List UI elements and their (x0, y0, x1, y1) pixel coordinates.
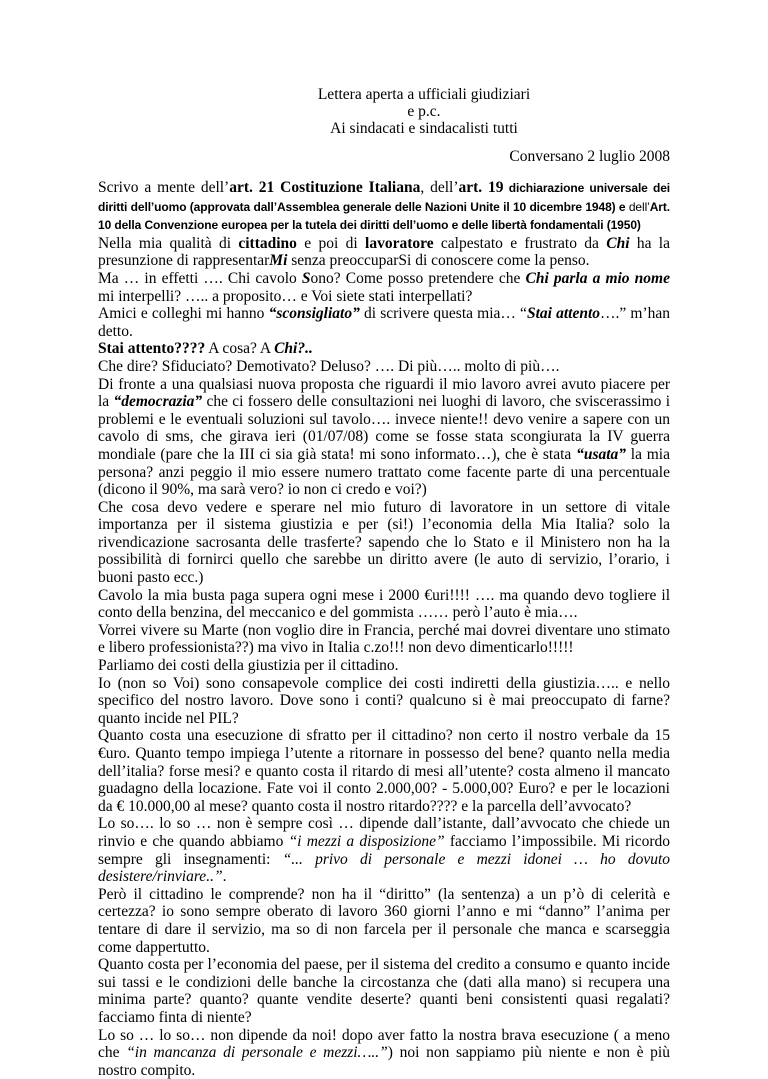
intro-declaration: dichiarazione universale dei diritti dell’uomo (approvata dall’Assemblea generale delle Nazioni Unite il 10 dicembre 1948) e (98, 181, 670, 214)
text: la mia persona? anzi peggio il mio essere numero trattato come facente parte di una percentuale (dicono il 90%, ma sarà vero? io non ci credo e voi?) (98, 446, 670, 498)
paragraph-2 (98, 270, 670, 305)
letter-body (98, 179, 670, 1079)
paragraph-4 (98, 340, 670, 358)
intro-text: Scrivo a mente dell’ (98, 179, 229, 196)
text-bold-italic: Chi parla a mio nome (525, 270, 670, 287)
text-bold-italic: “sconsigliato” (269, 305, 360, 322)
paragraph-15: Quanto costa per l’economia del paese, per il sistema del credito a consumo e quanto incide sui tassi e le condizioni delle banche la circostanza che (dati alla mano) si recupera una minima parte? quanto? quante vendite deserte? quanti beni consistenti quasi regalati? facciamo finta di niente? (98, 956, 670, 1026)
intro-text: dell’ (629, 200, 650, 214)
text-bold-italic: S (302, 270, 311, 287)
paragraph-8: Cavolo la mia busta paga supera ogni mese i 2000 €uri!!!! …. ma quando devo togliere il conto della benzina, del meccanico e del gommista …… però l’auto è mia…. (98, 587, 670, 622)
text-bold-italic: Stai attento (527, 305, 600, 322)
text-bold: Stai attento???? (98, 340, 205, 357)
paragraph-14: Però il cittadino le comprende? non ha il “diritto” (la sentenza) a un p’ò di celerità e certezza? io sono sempre oberato di lavoro 360 giorni l’anno e mi “danno” l’anima per tentare di dare il servizio, ma so di non farcela per il personale che manca e scarseggia come dappertutto. (98, 886, 670, 956)
text-italic: “... privo di personale e mezzi idonei … ho dovuto desistere/rinviare..” (98, 851, 670, 886)
intro-article-21: art. 21 Costituzione Italiana (229, 179, 420, 196)
text-bold-italic: “democrazia” (114, 393, 203, 410)
text-bold-italic: Chi?.. (274, 340, 313, 357)
text: Lo so…. lo so … non è sempre così … dipende dall’istante, dall’avvocato che chiede un rinvio e che quando abbiamo (98, 815, 670, 850)
text: calpestato e frustrato da (434, 235, 607, 252)
text-bold-italic: “usata” (576, 446, 626, 463)
text: Nella mia qualità di (98, 235, 238, 252)
paragraph-3 (98, 305, 670, 340)
paragraph-7: Che cosa devo vedere e sperare nel mio futuro di lavoratore in un settore di vitale importanza per il sistema giustizia e per (si!) l’economia della Mia Italia? solo la rivendicazione sacrosanta delle trasferte? sapendo che lo Stato e il Ministero non ha la possibilità di fornirci quello che sarebbe un diritto avere (le auto di servizio, l’orario, i buoni pasto ecc.) (98, 499, 670, 587)
heading-line-3: Ai sindacati e sindacalisti tutti (0, 120, 768, 137)
intro-article-19: art. 19 (459, 179, 504, 196)
paragraph-16 (98, 1027, 670, 1079)
text: Ma … in effetti …. Chi cavolo (98, 270, 302, 287)
text: ) noi non sappiamo più niente e non è più nostro compito. (98, 1044, 670, 1079)
paragraph-13 (98, 815, 670, 885)
text: di scrivere questa mia… “ (360, 305, 527, 322)
text: Lo so … lo so… non dipende da noi! dopo aver fatto la nostra brava esecuzione ( a meno che (98, 1027, 670, 1062)
text: ….” m’han detto. (98, 305, 670, 340)
text-italic: “in mancanza di personale e mezzi…..” (126, 1044, 388, 1061)
text: ha la presunzione di rappresentar (98, 235, 670, 270)
text-bold: cittadino (238, 235, 297, 252)
paragraph-5: Che dire? Sfiduciato? Demotivato? Deluso? …. Di più….. molto di più…. (98, 358, 670, 376)
letter-heading (0, 86, 768, 137)
text-bold: lavoratore (365, 235, 434, 252)
text: senza preoccuparSi di conoscere come la penso. (287, 252, 589, 269)
paragraph-11: Io (non so Voi) sono consapevole complice dei costi indiretti della giustizia….. e nello specifico del nostro lavoro. Dove sono i conti? qualcuno si è mai preoccupato di farne? quanto incide nel PIL? (98, 675, 670, 728)
text: Amici e colleghi mi hanno (98, 305, 269, 322)
text: Di fronte a una qualsiasi nuova proposta che riguardi il mio lavoro avrei avuto piacere per la (98, 376, 670, 411)
text: ono? Come posso pretendere che (311, 270, 526, 287)
paragraph-1 (98, 235, 670, 270)
text: facciamo l’impossibile. Mi ricordo sempre gli insegnamenti: (98, 833, 670, 868)
text: e poi di (297, 235, 365, 252)
text-bold-italic: Chi (606, 235, 629, 252)
heading-line-2: e p.c. (0, 103, 768, 120)
text: A cosa? A (205, 340, 274, 357)
intro-convention: Art. 10 della Convenzione europea per la tutela dei diritti dell’uomo e delle libertà fondamentali (1950) (98, 200, 670, 233)
paragraph-10: Parliamo dei costi della giustizia per il cittadino. (98, 657, 670, 675)
paragraph-9: Vorrei vivere su Marte (non voglio dire in Francia, perché mai dovrei diventare uno stimato e libero professionista??) ma vivo in Italia c.zo!!! non devo dimenticarlo!!!!! (98, 622, 670, 657)
text: . (223, 868, 227, 885)
text: mi interpelli? ….. a proposito… e Voi siete stati interpellati? (98, 288, 472, 305)
paragraph-12: Quanto costa una esecuzione di sfratto per il cittadino? non certo il nostro verbale da 15 €uro. Quanto tempo impiega l’utente a ritornare in possesso del bene? quanto nella media dell’italia? forse mesi? e quanto costa il ritardo di mesi all’utente? costa almeno il mancato guadagno della locazione. Fate voi il conto 2.000,00? - 5.000,00? Euro? e per le locazioni da € 10.000,00 al mese? quanto costa il nostro ritardo???? e la parcella dell’avvocato? (98, 727, 670, 815)
intro-paragraph (98, 179, 670, 235)
text: che ci fossero delle consultazioni nei luoghi di lavoro, che sviscerassimo i problemi e le eventuali soluzioni sul tavolo…. invece niente!! devo venire a sapere con un cavolo di sms, che girava ieri (01/07/08) come se fosse stata scongiurata la IV guerra mondiale (pare che la III ci sia già stata! mi sono informato…), che è stata (98, 393, 670, 463)
letter-date: Conversano 2 luglio 2008 (509, 148, 670, 165)
intro-text: , dell’ (420, 179, 458, 196)
heading-line-1: Lettera aperta a ufficiali giudiziari (0, 86, 768, 103)
text-italic: “i mezzi a disposizione” (289, 833, 445, 850)
paragraph-6 (98, 376, 670, 499)
text-bold-italic: Mi (269, 252, 287, 269)
